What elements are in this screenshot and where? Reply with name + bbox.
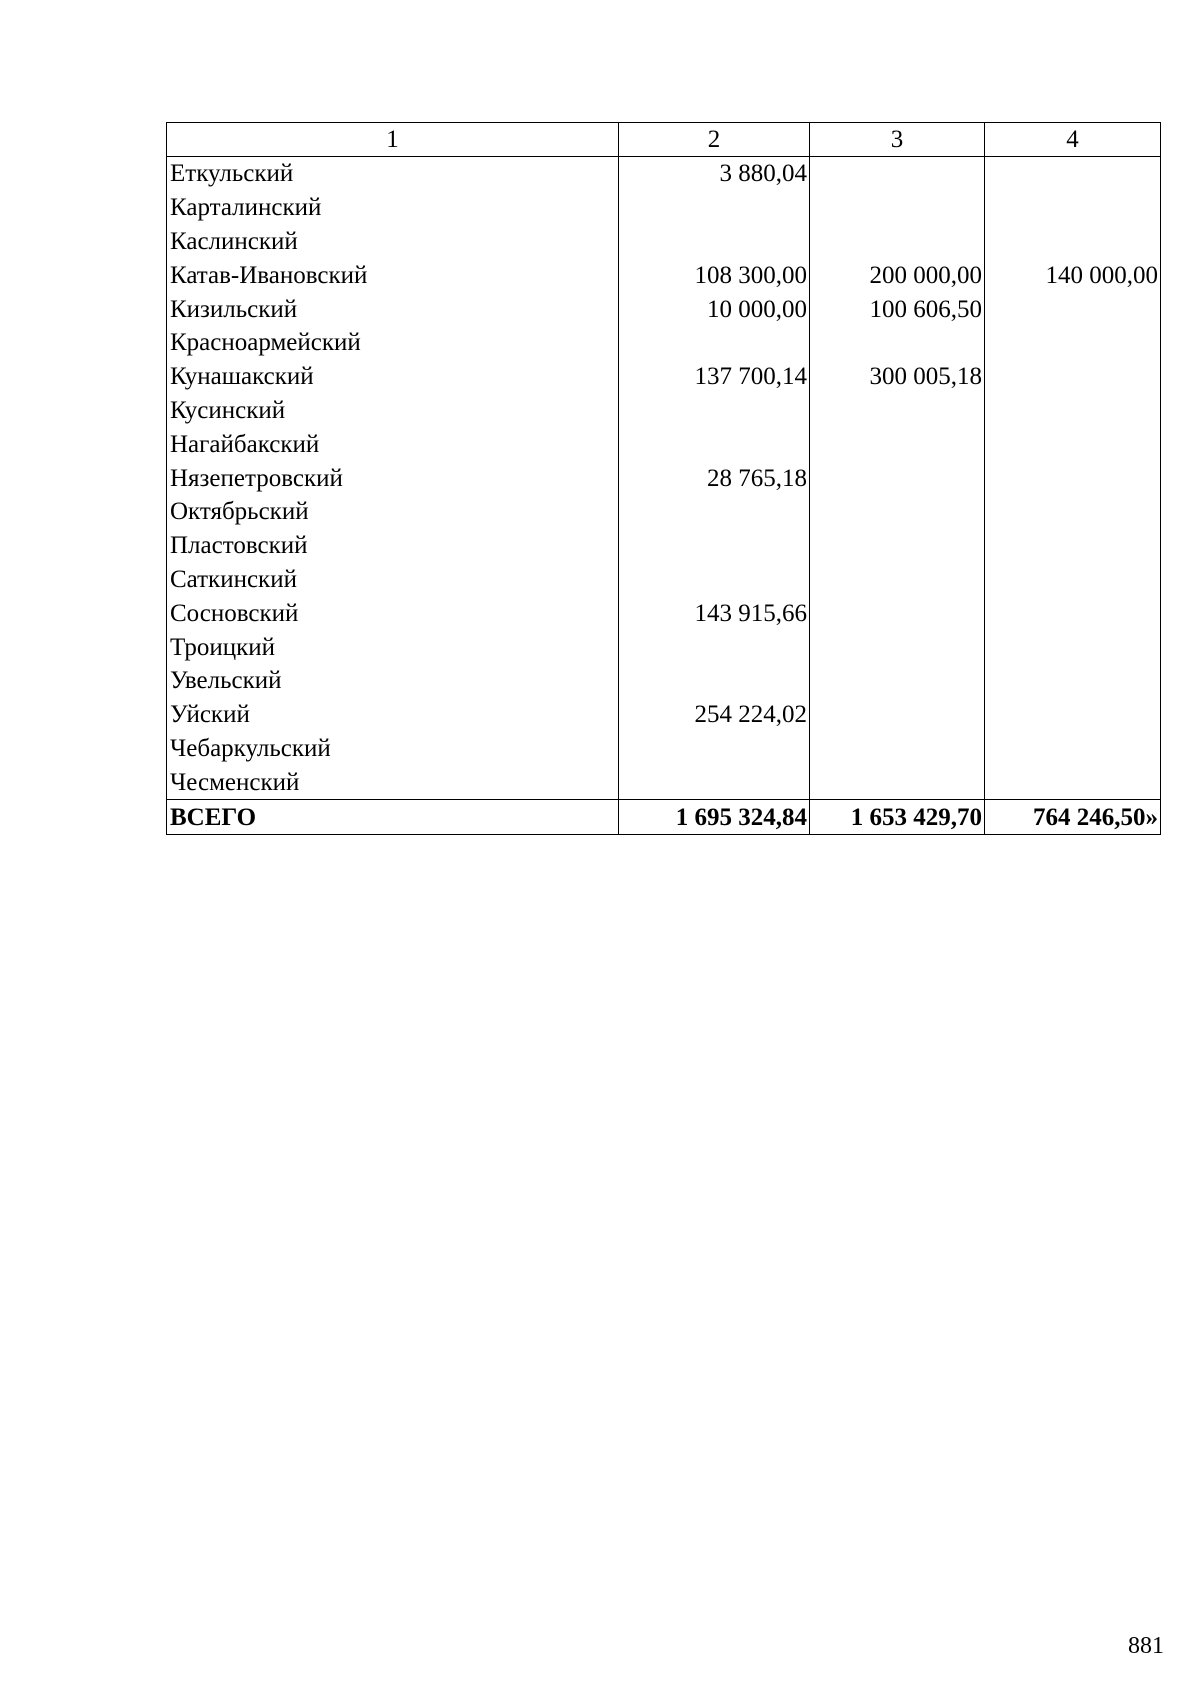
district-cell: Катав-Ивановский	[167, 258, 619, 292]
district-cell: Каслинский	[167, 225, 619, 259]
column-header: 2	[619, 123, 810, 157]
value-cell	[619, 326, 810, 360]
value-cell	[985, 427, 1161, 461]
table-row	[167, 394, 1161, 428]
district-cell: ВСЕГО	[167, 800, 619, 835]
value-cell	[985, 225, 1161, 259]
district-cell: Чесменский	[167, 765, 619, 799]
value-cell: 300 005,18	[810, 360, 985, 394]
value-cell: 3 880,04	[619, 157, 810, 191]
value-cell	[985, 596, 1161, 630]
value-cell	[619, 191, 810, 225]
value-cell	[810, 698, 985, 732]
district-cell: Кусинский	[167, 394, 619, 428]
value-cell	[810, 394, 985, 428]
table-row	[167, 664, 1161, 698]
value-cell	[985, 563, 1161, 597]
district-cell: Еткульский	[167, 157, 619, 191]
value-cell	[985, 630, 1161, 664]
value-cell	[985, 191, 1161, 225]
district-cell: Кунашакский	[167, 360, 619, 394]
table-row	[167, 191, 1161, 225]
value-cell	[810, 427, 985, 461]
table-row	[167, 495, 1161, 529]
column-header: 1	[167, 123, 619, 157]
value-cell: 28 765,18	[619, 461, 810, 495]
value-cell	[619, 225, 810, 259]
district-cell: Нязепетровский	[167, 461, 619, 495]
district-cell: Карталинский	[167, 191, 619, 225]
district-cell: Чебаркульский	[167, 732, 619, 766]
value-cell	[985, 360, 1161, 394]
district-cell: Пластовский	[167, 529, 619, 563]
table-row	[167, 732, 1161, 766]
table-row	[167, 563, 1161, 597]
value-cell	[619, 630, 810, 664]
value-cell	[810, 630, 985, 664]
table-row	[167, 225, 1161, 259]
table-row	[167, 326, 1161, 360]
column-header: 3	[810, 123, 985, 157]
value-cell: 200 000,00	[810, 258, 985, 292]
value-cell	[985, 495, 1161, 529]
value-cell	[985, 765, 1161, 799]
value-cell	[619, 529, 810, 563]
value-cell	[810, 765, 985, 799]
total-row	[167, 800, 1161, 835]
table-row	[167, 360, 1161, 394]
value-cell	[985, 698, 1161, 732]
value-cell: 137 700,14	[619, 360, 810, 394]
table-row	[167, 461, 1161, 495]
table-row	[167, 292, 1161, 326]
value-cell	[619, 664, 810, 698]
table-body	[167, 157, 1161, 835]
value-cell	[810, 495, 985, 529]
data-table	[166, 122, 1161, 835]
district-cell: Увельский	[167, 664, 619, 698]
value-cell	[985, 461, 1161, 495]
district-cell: Саткинский	[167, 563, 619, 597]
header-row	[167, 123, 1161, 157]
value-cell	[619, 495, 810, 529]
table-row	[167, 157, 1161, 191]
value-cell	[985, 157, 1161, 191]
value-cell	[985, 394, 1161, 428]
table-row	[167, 596, 1161, 630]
value-cell: 254 224,02	[619, 698, 810, 732]
value-cell	[810, 326, 985, 360]
value-cell	[619, 765, 810, 799]
value-cell	[810, 563, 985, 597]
value-cell	[985, 529, 1161, 563]
value-cell: 10 000,00	[619, 292, 810, 326]
value-cell: 764 246,50»	[985, 800, 1161, 835]
district-cell: Октябрьский	[167, 495, 619, 529]
district-cell: Троицкий	[167, 630, 619, 664]
value-cell	[985, 732, 1161, 766]
value-cell	[619, 563, 810, 597]
value-cell: 1 695 324,84	[619, 800, 810, 835]
value-cell	[619, 427, 810, 461]
district-cell: Уйский	[167, 698, 619, 732]
table-row	[167, 698, 1161, 732]
table-row	[167, 765, 1161, 799]
district-cell: Красноармейский	[167, 326, 619, 360]
value-cell: 140 000,00	[985, 258, 1161, 292]
value-cell: 100 606,50	[810, 292, 985, 326]
value-cell	[810, 664, 985, 698]
value-cell	[810, 596, 985, 630]
table-row	[167, 630, 1161, 664]
value-cell: 143 915,66	[619, 596, 810, 630]
value-cell	[985, 292, 1161, 326]
district-cell: Кизильский	[167, 292, 619, 326]
table-row	[167, 427, 1161, 461]
value-cell	[619, 732, 810, 766]
value-cell: 108 300,00	[619, 258, 810, 292]
district-cell: Нагайбакский	[167, 427, 619, 461]
value-cell	[619, 394, 810, 428]
value-cell	[810, 461, 985, 495]
value-cell	[810, 157, 985, 191]
value-cell	[810, 191, 985, 225]
value-cell	[810, 732, 985, 766]
page-number: 881	[1128, 1633, 1164, 1659]
value-cell	[810, 225, 985, 259]
value-cell	[810, 529, 985, 563]
column-header: 4	[985, 123, 1161, 157]
value-cell: 1 653 429,70	[810, 800, 985, 835]
district-cell: Сосновский	[167, 596, 619, 630]
table-row	[167, 529, 1161, 563]
value-cell	[985, 326, 1161, 360]
value-cell	[985, 664, 1161, 698]
table-row	[167, 258, 1161, 292]
